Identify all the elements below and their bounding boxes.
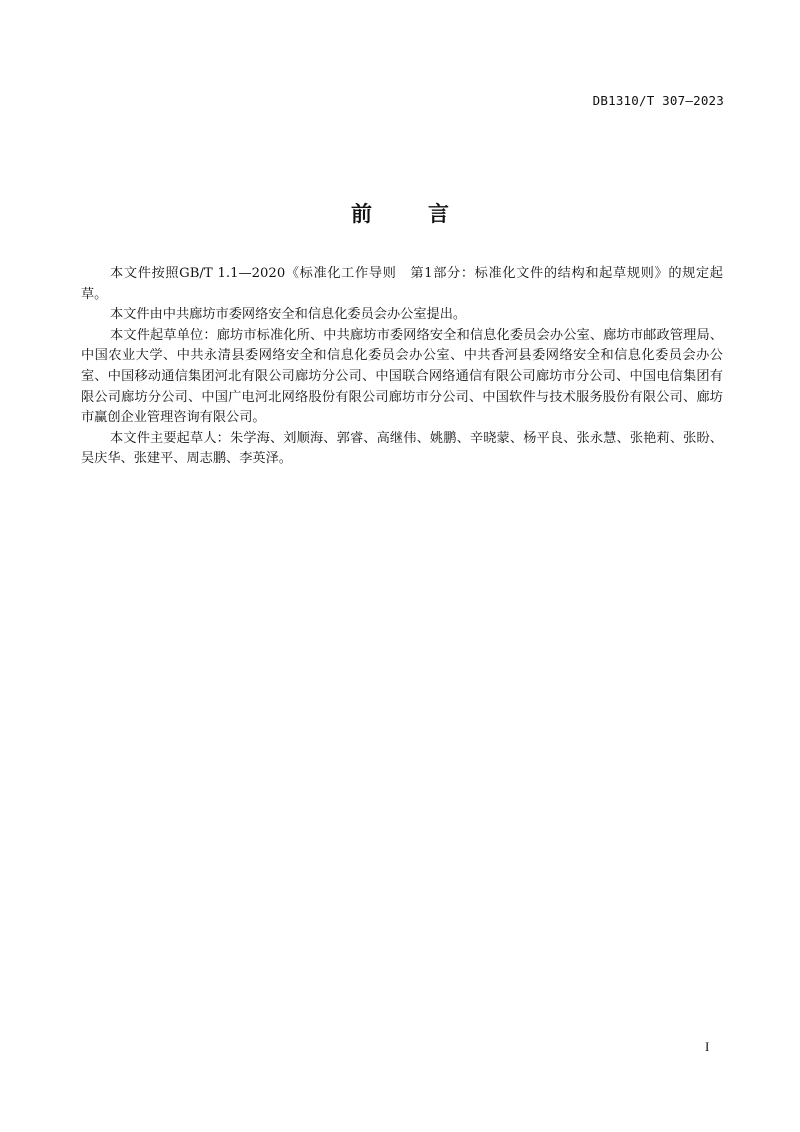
paragraph-drafting-units: 本文件起草单位：廊坊市标准化所、中共廊坊市委网络安全和信息化委员会办公室、廊坊市邮政管理局、中国农业大学、中共永清县委网络安全和信息化委员会办公室、中共香河县委网络安全和信息化委员会办公室、中国移动通信集团河北有限公司廊坊分公司、中国联合网络通信有限公司廊坊市分公司、中国电信集团有限公司廊坊分公司、中国广电河北网络股份有限公司廊坊市分公司、中国软件与技术服务股份有限公司、廊坊市赢创企业管理咨询有限公司。 xyxy=(81,327,723,426)
title-char-1: 前 xyxy=(351,202,372,226)
foreword-body xyxy=(81,264,723,470)
paragraph-drafting-rules: 本文件按照GB/T 1.1—2020《标准化工作导则 第1部分：标准化文件的结构和起草规则》的规定起草。 xyxy=(81,266,723,302)
document-code: DB1310/T 307—2023 xyxy=(592,93,724,108)
page-title xyxy=(0,198,800,228)
title-char-2: 言 xyxy=(428,202,449,226)
paragraph-proposer: 本文件由中共廊坊市委网络安全和信息化委员会办公室提出。 xyxy=(110,307,467,323)
page-number: I xyxy=(705,1039,710,1054)
paragraph-main-drafters: 本文件主要起草人：朱学海、刘顺海、郭睿、高继伟、姚鹏、辛晓蒙、杨平良、张永慧、张艳莉、张盼、吴庆华、张建平、周志鹏、李英泽。 xyxy=(81,430,723,467)
